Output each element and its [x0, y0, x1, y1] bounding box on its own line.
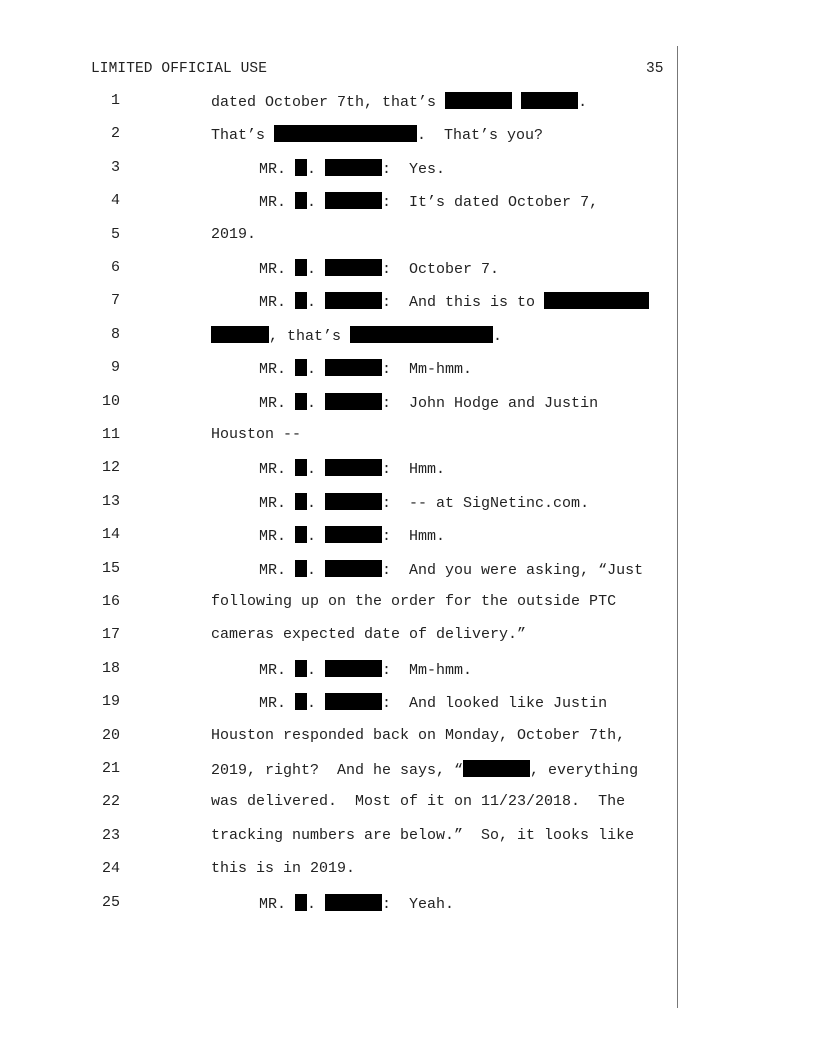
redaction-block — [211, 326, 269, 343]
redaction-block — [295, 393, 307, 410]
text-segment: : Hmm. — [382, 528, 446, 546]
redaction-block — [325, 393, 382, 410]
redaction-block — [350, 326, 493, 343]
redaction-block — [325, 560, 382, 577]
text-segment: . — [578, 94, 588, 111]
redaction-block — [295, 560, 307, 577]
line-number: 9 — [110, 359, 120, 377]
redaction-block — [295, 526, 307, 543]
line-text — [211, 760, 638, 779]
text-segment: following up on the order for the outside PTC — [211, 593, 617, 610]
text-segment: . — [307, 160, 326, 178]
line-text — [211, 860, 355, 877]
redaction-block — [521, 92, 578, 109]
text-segment: : And looked like Justin — [382, 695, 608, 713]
transcript-line — [0, 292, 670, 314]
line-number: 6 — [110, 259, 120, 276]
text-segment — [512, 94, 521, 111]
text-segment: . — [307, 661, 326, 679]
line-number: 12 — [101, 459, 120, 477]
transcript-line — [0, 159, 670, 181]
transcript-line — [0, 593, 670, 615]
line-number: 17 — [101, 626, 120, 644]
redaction-block — [445, 92, 512, 109]
text-segment: , that’s — [269, 327, 351, 345]
line-text — [211, 125, 543, 144]
line-text — [211, 593, 616, 610]
transcript-line — [0, 760, 670, 782]
transcript-line — [0, 827, 670, 849]
line-number: 19 — [101, 693, 120, 711]
line-number: 21 — [101, 760, 120, 777]
transcript-line — [0, 226, 670, 248]
line-text — [259, 894, 454, 913]
line-text — [211, 727, 625, 744]
text-segment: MR. — [259, 895, 296, 913]
line-number: 14 — [101, 526, 120, 544]
redaction-block — [325, 493, 382, 510]
text-segment: MR. — [259, 394, 296, 412]
text-segment: . — [493, 327, 503, 345]
text-segment: MR. — [259, 261, 296, 278]
transcript-line — [0, 626, 670, 648]
line-number: 2 — [110, 125, 120, 143]
redaction-block — [295, 660, 307, 677]
transcript-line — [0, 359, 670, 381]
redaction-block — [295, 359, 307, 376]
line-number: 16 — [101, 593, 120, 610]
transcript-line — [0, 326, 670, 348]
redaction-block — [325, 660, 382, 677]
text-segment: : And this is to — [382, 294, 545, 312]
line-text — [259, 660, 472, 679]
transcript-line — [0, 860, 670, 882]
transcript-line — [0, 894, 670, 916]
redaction-block — [274, 125, 417, 142]
text-segment: was delivered. Most of it on 11/23/2018. The — [211, 793, 626, 811]
text-segment: . — [307, 528, 326, 546]
line-number: 24 — [101, 860, 120, 878]
line-text — [211, 827, 634, 844]
redaction-block — [295, 693, 307, 710]
transcript-line — [0, 393, 670, 415]
text-segment: : It’s dated October 7, — [382, 194, 599, 212]
transcript-line — [0, 459, 670, 481]
redaction-block — [325, 292, 382, 309]
text-segment: : Mm-hmm. — [382, 361, 473, 379]
transcript-line — [0, 793, 670, 815]
text-segment: tracking numbers are below.” So, it looks like — [211, 826, 635, 844]
text-segment: . — [307, 261, 326, 278]
line-text — [211, 793, 625, 810]
line-text — [259, 560, 643, 579]
redaction-block — [295, 192, 307, 209]
text-segment: cameras expected date of delivery.” — [211, 626, 527, 644]
line-text — [211, 326, 502, 345]
text-segment: Houston responded back on Monday, October 7th, — [211, 726, 626, 744]
text-segment: MR. — [259, 528, 296, 546]
line-number: 11 — [101, 426, 120, 443]
line-number: 20 — [101, 726, 120, 744]
text-segment: this is in 2019. — [211, 860, 356, 878]
line-text — [259, 393, 598, 412]
line-text — [259, 159, 445, 178]
text-segment: . — [307, 361, 326, 379]
redaction-block — [295, 493, 307, 510]
text-segment: MR. — [259, 461, 296, 479]
line-text — [211, 626, 526, 643]
redaction-block — [295, 259, 307, 276]
transcript-line — [0, 526, 670, 548]
line-text — [259, 192, 598, 211]
classification-header: LIMITED OFFICIAL USE — [91, 61, 268, 77]
line-text — [211, 92, 587, 111]
redaction-block — [325, 192, 382, 209]
redaction-block — [325, 159, 382, 176]
text-segment: MR. — [259, 494, 296, 512]
text-segment: , everything — [530, 762, 639, 779]
line-text — [259, 693, 607, 712]
text-segment: That’s — [211, 127, 275, 145]
text-segment: MR. — [259, 661, 296, 679]
line-number: 7 — [110, 292, 120, 310]
text-segment: MR. — [259, 194, 296, 212]
transcript-line — [0, 560, 670, 582]
transcript-line — [0, 192, 670, 214]
redaction-block — [463, 760, 530, 777]
text-segment: : Yes. — [382, 160, 446, 178]
line-number: 23 — [101, 826, 120, 844]
text-segment: 2019. — [211, 225, 257, 243]
transcript-line — [0, 693, 670, 715]
line-number: 5 — [110, 225, 120, 243]
right-margin-rule — [677, 46, 678, 1008]
text-segment: . — [307, 394, 326, 412]
line-text — [259, 292, 649, 311]
redaction-block — [325, 259, 382, 276]
text-segment: . — [307, 895, 326, 913]
line-number: 3 — [110, 158, 120, 176]
transcript-line — [0, 660, 670, 682]
line-text — [259, 526, 445, 545]
text-segment: : Hmm. — [382, 461, 446, 479]
line-number: 8 — [110, 325, 120, 343]
text-segment: MR. — [259, 695, 296, 713]
text-segment: : Yeah. — [382, 895, 455, 913]
text-segment: . — [307, 494, 326, 512]
text-segment: MR. — [259, 294, 296, 312]
line-number: 25 — [101, 893, 120, 911]
line-number: 22 — [101, 793, 120, 811]
line-number: 1 — [110, 92, 120, 109]
redaction-block — [325, 526, 382, 543]
text-segment: . — [307, 461, 326, 479]
text-segment: : -- at SigNetinc.com. — [382, 494, 590, 512]
line-number: 18 — [101, 659, 120, 677]
line-number: 13 — [101, 492, 120, 510]
line-number: 10 — [101, 392, 120, 410]
text-segment: . That’s you? — [417, 127, 544, 145]
text-segment: . — [307, 294, 326, 312]
line-text — [259, 359, 472, 378]
redaction-block — [295, 292, 307, 309]
redaction-block — [544, 292, 649, 309]
text-segment: : October 7. — [382, 261, 500, 278]
line-text — [211, 226, 256, 243]
redaction-block — [325, 459, 382, 476]
transcript-line — [0, 493, 670, 515]
text-segment: MR. — [259, 361, 296, 379]
transcript-line — [0, 426, 670, 448]
line-number: 15 — [101, 559, 120, 577]
line-text — [259, 493, 589, 512]
transcript-line — [0, 125, 670, 147]
text-segment: MR. — [259, 561, 296, 579]
transcript-line — [0, 92, 670, 114]
text-segment: Houston -- — [211, 426, 302, 443]
line-text — [211, 426, 301, 443]
redaction-block — [295, 894, 307, 911]
redaction-block — [295, 159, 307, 176]
text-segment: . — [307, 695, 326, 713]
transcript-line — [0, 259, 670, 281]
text-segment: : Mm-hmm. — [382, 661, 473, 679]
redaction-block — [295, 459, 307, 476]
text-segment: . — [307, 194, 326, 212]
text-segment: : John Hodge and Justin — [382, 394, 599, 412]
text-segment: . — [307, 561, 326, 579]
redaction-block — [325, 894, 382, 911]
redaction-block — [325, 359, 382, 376]
text-segment: 2019, right? And he says, “ — [211, 762, 464, 779]
text-segment: MR. — [259, 160, 296, 178]
text-segment: : And you were asking, “Just — [382, 561, 644, 579]
page-number: 35 — [646, 61, 664, 77]
redaction-block — [325, 693, 382, 710]
line-number: 4 — [110, 192, 120, 210]
line-text — [259, 259, 499, 278]
transcript-line — [0, 727, 670, 749]
text-segment: dated October 7th, that’s — [211, 94, 446, 111]
line-text — [259, 459, 445, 478]
